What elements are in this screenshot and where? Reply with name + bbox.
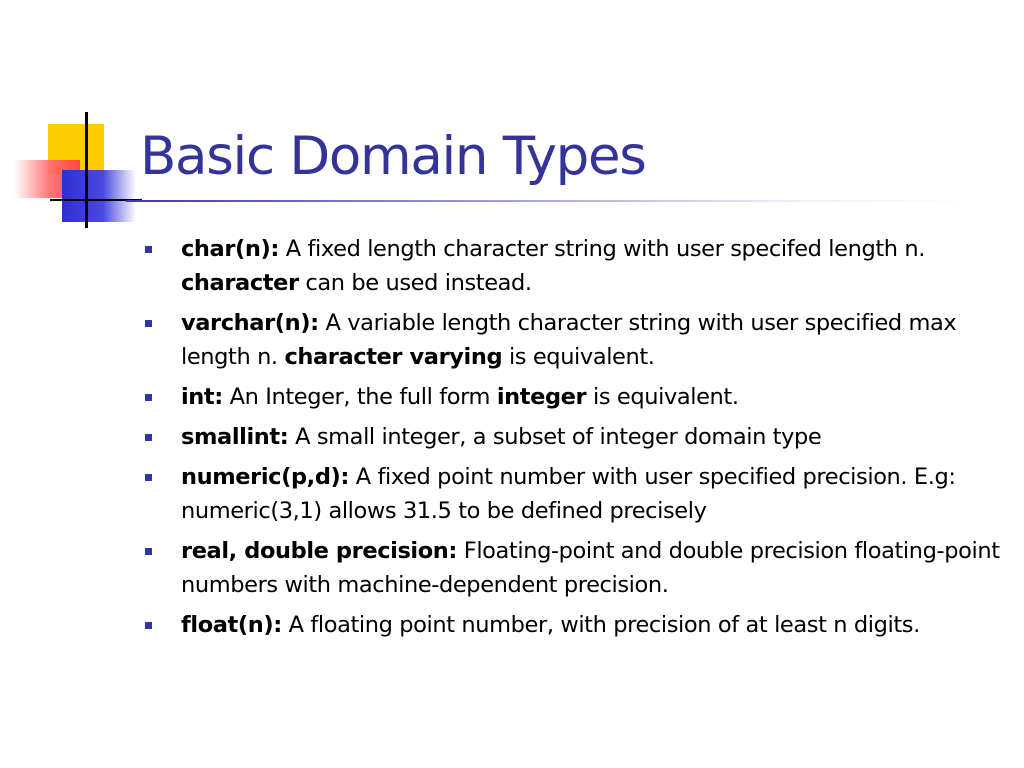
bullet-marker-icon <box>145 320 152 327</box>
bullet-marker-icon <box>145 622 152 629</box>
description-tail: is equivalent. <box>502 344 655 370</box>
bullet-item-varchar <box>140 306 1000 374</box>
bullet-item-smallint <box>140 420 1000 454</box>
description: Floating-point and double precision floating-point numbers with machine-dependent precision. <box>181 538 1000 598</box>
description: A small integer, a subset of integer domain type <box>288 424 822 450</box>
term: varchar(n): <box>181 310 319 336</box>
bullet-item-char <box>140 232 1000 300</box>
vertical-line-decoration <box>85 112 88 228</box>
bullet-item-numeric <box>140 460 1000 528</box>
description-tail: is equivalent. <box>586 384 739 410</box>
term-alias: character varying <box>284 344 503 370</box>
bullet-marker-icon <box>145 548 152 555</box>
bullet-marker-icon <box>145 246 152 253</box>
slide-title: Basic Domain Types <box>140 126 646 187</box>
bullet-marker-icon <box>145 394 152 401</box>
description: A fixed point number with user specified precision. E.g: numeric(3,1) allows 31.5 to be defined precisely <box>181 464 956 524</box>
term: numeric(p,d): <box>181 464 350 490</box>
term: real, double precision: <box>181 538 458 564</box>
bullet-marker-icon <box>145 434 152 441</box>
description: A variable length character string with user specified max length n. <box>181 310 957 370</box>
description: A floating point number, with precision of at least n digits. <box>281 612 920 638</box>
blue-square-decoration <box>62 170 136 222</box>
bullet-item-float <box>140 608 1000 642</box>
bullet-item-int <box>140 380 1000 414</box>
corner-decoration <box>0 0 180 240</box>
description: An Integer, the full form <box>222 384 497 410</box>
term: char(n): <box>181 236 280 262</box>
term: int: <box>181 384 223 410</box>
description-tail: can be used instead. <box>298 270 532 296</box>
term: smallint: <box>181 424 289 450</box>
bullet-list <box>140 232 1000 648</box>
term: float(n): <box>181 612 282 638</box>
term-alias: integer <box>496 384 587 410</box>
bullet-marker-icon <box>145 474 152 481</box>
term-alias: character <box>181 270 299 296</box>
bullet-item-real <box>140 534 1000 602</box>
title-underline <box>126 200 976 202</box>
description: A fixed length character string with user specifed length n. <box>279 236 925 262</box>
